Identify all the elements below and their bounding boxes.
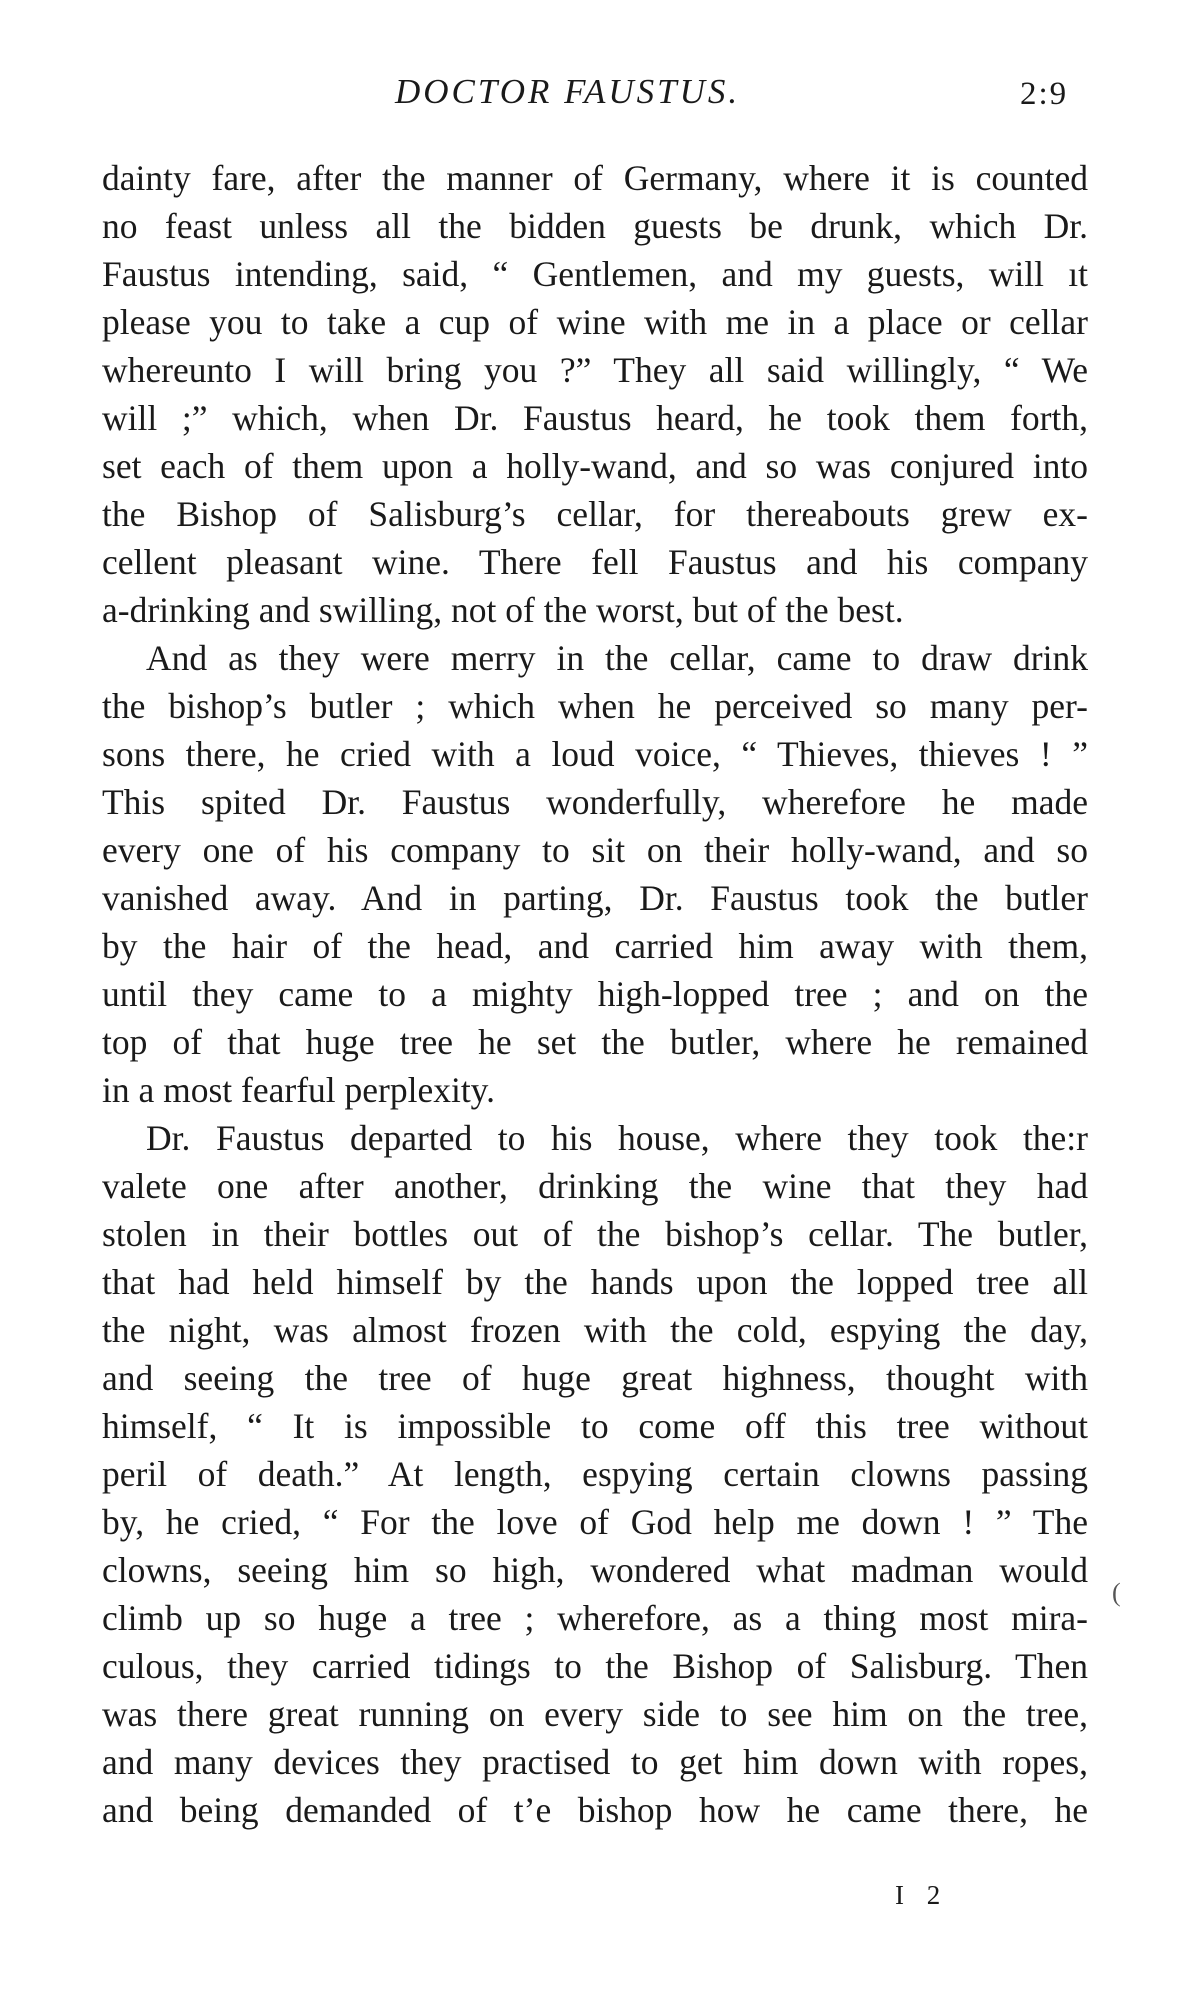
text-line: the Bishop of Salisburg’s cellar, for thereabouts grew ex-	[102, 494, 1088, 534]
body-text	[102, 154, 1088, 1834]
text-line: clowns, seeing him so high, wondered what madman would	[102, 1550, 1088, 1590]
text-line: set each of them upon a holly-wand, and so was conjured into	[102, 446, 1088, 486]
text-line: Dr. Faustus departed to his house, where they took the:r	[146, 1118, 1088, 1158]
text-line: culous, they carried tidings to the Bishop of Salisburg. Then	[102, 1646, 1088, 1686]
text-line: and many devices they practised to get him down with ropes,	[102, 1742, 1088, 1782]
text-line: the night, was almost frozen with the cold, espying the day,	[102, 1310, 1088, 1350]
text-line: a-drinking and swilling, not of the worst, but of the best.	[102, 590, 904, 630]
text-line: Faustus intending, said, “ Gentlemen, and my guests, will ıt	[102, 254, 1088, 294]
text-line: whereunto I will bring you ?” They all said willingly, “ We	[102, 350, 1088, 390]
text-line: This spited Dr. Faustus wonderfully, wherefore he made	[102, 782, 1088, 822]
text-line: himself, “ It is impossible to come off this tree without	[102, 1406, 1088, 1446]
text-line: will ;” which, when Dr. Faustus heard, he took them forth,	[102, 398, 1088, 438]
text-line: every one of his company to sit on their holly-wand, and so	[102, 830, 1088, 870]
text-line: that had held himself by the hands upon the lopped tree all	[102, 1262, 1088, 1302]
text-line: dainty fare, after the manner of Germany, where it is counted	[102, 158, 1088, 198]
text-line: cellent pleasant wine. There fell Faustus and his company	[102, 542, 1088, 582]
page-number: 2:9	[1020, 76, 1069, 112]
text-line: in a most fearful perplexity.	[102, 1070, 495, 1110]
text-line: the bishop’s butler ; which when he perceived so many per-	[102, 686, 1088, 726]
text-line: by, he cried, “ For the love of God help me down ! ” The	[102, 1502, 1088, 1542]
text-line: and seeing the tree of huge great highness, thought with	[102, 1358, 1088, 1398]
running-head	[0, 72, 1190, 122]
text-line: vanished away. And in parting, Dr. Faustus took the butler	[102, 878, 1088, 918]
text-line: climb up so huge a tree ; wherefore, as a thing most mira-	[102, 1598, 1088, 1638]
text-line: please you to take a cup of wine with me in a place or cellar	[102, 302, 1088, 342]
text-line: was there great running on every side to see him on the tree,	[102, 1694, 1088, 1734]
text-line: top of that huge tree he set the butler, where he remained	[102, 1022, 1088, 1062]
margin-mark: (	[1112, 1578, 1121, 1607]
text-line: and being demanded of t’e bishop how he came there, he	[102, 1790, 1088, 1830]
text-line: no feast unless all the bidden guests be drunk, which Dr.	[102, 206, 1088, 246]
text-line: sons there, he cried with a loud voice, “ Thieves, thieves ! ”	[102, 734, 1088, 774]
text-line: And as they were merry in the cellar, came to draw drink	[146, 638, 1088, 678]
text-line: valete one after another, drinking the wine that they had	[102, 1166, 1088, 1206]
text-line: stolen in their bottles out of the bishop’s cellar. The butler,	[102, 1214, 1088, 1254]
signature-mark: I 2	[895, 1880, 949, 1910]
text-line: until they came to a mighty high-lopped tree ; and on the	[102, 974, 1088, 1014]
running-title: DOCTOR FAUSTUS.	[395, 72, 741, 111]
text-line: by the hair of the head, and carried him away with them,	[102, 926, 1088, 966]
text-line: peril of death.” At length, espying certain clowns passing	[102, 1454, 1088, 1494]
